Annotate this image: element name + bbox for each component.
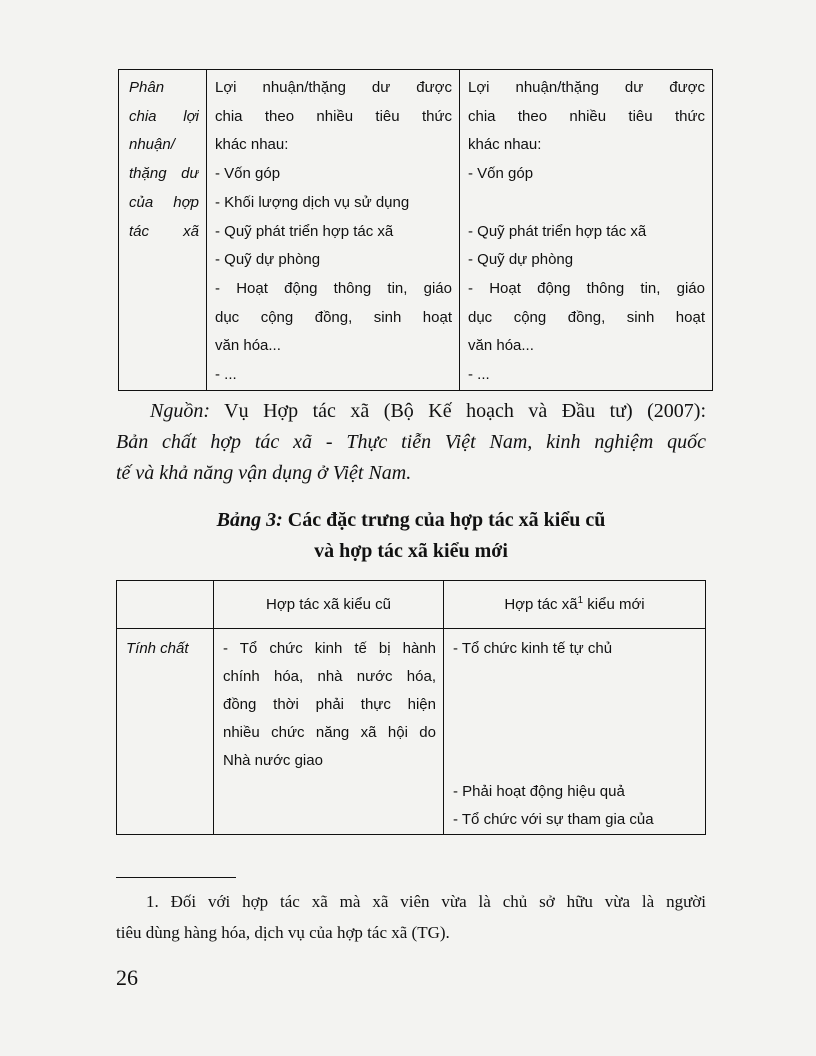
cell-blank-line [468, 189, 705, 218]
cell-line: - Quỹ dự phòng [215, 251, 321, 269]
table-row [119, 70, 713, 391]
cell-blank-line [453, 692, 698, 721]
cell-line: khác nhau: [468, 136, 542, 154]
cell-line: - Tổ chức kinh tế tự chủ [453, 640, 613, 657]
cell-line: - Quỹ phát triển hợp tác xã [215, 222, 394, 240]
table-header-row [117, 581, 706, 629]
new-model-cell [444, 629, 706, 835]
row-label-line: nhuận/ [129, 136, 175, 154]
header-cell [444, 581, 706, 629]
source-line: Bản chất hợp tác xã - Thực tiễn Việt Nam, kinh nghiệm quốc [116, 431, 706, 453]
cell-blank-line [453, 720, 698, 749]
source-text: Vụ Hợp tác xã (Bộ Kế hoạch và Đầu tư) (2007): [224, 400, 706, 422]
cell-line: nhiều chức năng xã hội do [223, 724, 436, 741]
caption-title: Các đặc trưng của hợp tác xã kiểu cũ [287, 509, 606, 531]
profit-distribution-table [118, 69, 713, 391]
source-line: tế và khả năng vận dụng ở Việt Nam. [116, 462, 412, 484]
table-row [117, 629, 706, 835]
cell-line: Nhà nước giao [223, 752, 323, 769]
table-caption [116, 505, 706, 567]
footnote-line: 1. Đối với hợp tác xã mà xã viên vừa là chủ sở hữu vừa là người [146, 892, 706, 911]
cell-line: - Hoạt động thông tin, giáo [468, 279, 705, 297]
cell-line: - Vốn góp [468, 165, 534, 183]
cell-line: - ... [468, 366, 490, 384]
cell-line: - Tổ chức với sự tham gia của [453, 810, 654, 828]
cell-line: - Quỹ dự phòng [468, 251, 574, 269]
caption-line: và hợp tác xã kiểu mới [314, 540, 508, 562]
cell-line: văn hóa... [215, 337, 281, 355]
cell-line: chính hóa, nhà nước hóa, [223, 668, 436, 685]
cell-line: dục cộng đồng, sinh hoạt [215, 308, 452, 326]
cell-line: - Hoạt động thông tin, giáo [215, 279, 452, 297]
header-cell: Hợp tác xã kiểu cũ [214, 581, 444, 629]
cell-line: - Phải hoạt động hiệu quả [453, 782, 625, 800]
cell-line: - Vốn góp [215, 165, 281, 183]
cell-line: Lợi nhuận/thặng dư được [215, 79, 452, 96]
source-line [116, 396, 706, 427]
cell-line: chia theo nhiều tiêu thức [468, 107, 705, 125]
old-model-cell [207, 70, 460, 391]
cell-line: - Khối lượng dịch vụ sử dụng [215, 193, 410, 211]
cell-line: văn hóa... [468, 337, 534, 355]
row-label-cell [119, 70, 207, 391]
cell-blank-line [223, 775, 436, 804]
new-model-cell [460, 70, 713, 391]
page-number: 26 [116, 965, 138, 990]
cell-blank-line [453, 749, 698, 778]
cell-line: chia theo nhiều tiêu thức [215, 107, 452, 125]
caption-line [116, 505, 706, 536]
header-cell [117, 581, 214, 629]
row-label-cell: Tính chất [117, 629, 214, 835]
cooperative-characteristics-table [116, 580, 706, 835]
cell-line: Lợi nhuận/thặng dư được [468, 79, 705, 96]
header-text: Hợp tác xã [504, 595, 578, 613]
footnote-marker: 1 [577, 594, 584, 606]
header-text: kiểu mới [587, 595, 645, 613]
old-model-cell [214, 629, 444, 835]
cell-line: dục cộng đồng, sinh hoạt [468, 308, 705, 326]
footnote-separator [116, 877, 236, 878]
row-label-line: chia lợi [129, 107, 199, 125]
footnote-line: tiêu dùng hàng hóa, dịch vụ của hợp tác xã (TG). [116, 923, 450, 942]
row-label-line: thặng dư [129, 165, 199, 183]
cell-line: đồng thời phải thực hiện [223, 696, 436, 713]
source-citation [116, 396, 706, 489]
cell-line: khác nhau: [215, 136, 289, 154]
row-label-line: tác xã [129, 222, 199, 240]
source-label: Nguồn: [150, 400, 210, 422]
cell-line: - Tổ chức kinh tế bị hành [223, 640, 436, 657]
cell-line: - ... [215, 366, 237, 384]
footnote [116, 886, 706, 948]
caption-label: Bảng 3: [216, 509, 283, 531]
cell-blank-line [453, 663, 698, 692]
row-label-line: của hợp [129, 193, 199, 211]
row-label-line: Phân [129, 79, 165, 96]
cell-line: - Quỹ phát triển hợp tác xã [468, 222, 647, 240]
